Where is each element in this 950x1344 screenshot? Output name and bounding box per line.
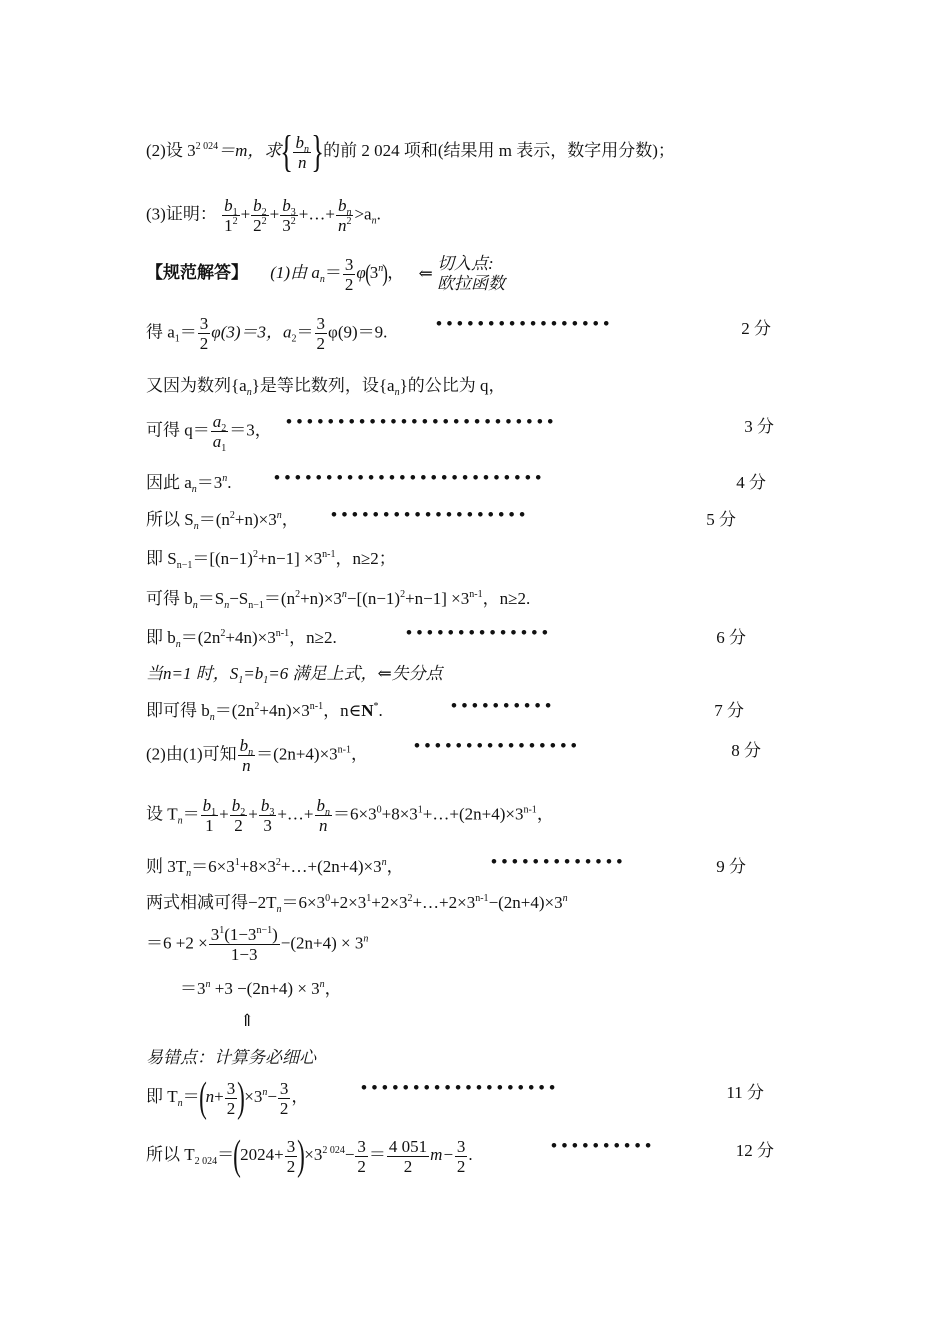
score: 6 分 [716,628,746,647]
step-17-note: 易错点：计算务必细心 [146,1048,316,1067]
step-8: 即 $b_n=(2n^2+4n)\times 3^{n-1}$，n≥2. •••••••••••••• 6 分 [146,623,746,650]
step-16: $=3^n +3 -(2n+4) \times 3^n$， [180,979,342,998]
step-14: 两式相减可得$-2T_n=6\times 3^0+2\times 3^1+2\times 3^2+\dots+2\times 3^{n-1}-(2n+4)\times 3^n$ [146,893,568,915]
step-9-note: 当n=1 时，$S_1=b_1=6$ 满足上式，⇐失分点 [146,664,443,686]
step-12: 设 $T_n=$ $\frac{b_1}{1}$ + $\frac{b_2}{2}$ + $\frac{b_3}{3}$ +…+ $\frac{b_n}{n}$ $=6\times 3^0+8\times 3^1+\dots+(2n+4)\times 3^{n-1}$， [146,796,554,835]
step-13: 则 $3T_n=6\times 3^1+8\times 3^2+\dots+(2n+4)\times 3^n$， ••••••••••••• 9 分 [146,852,746,879]
step-19: 所以 $T_{2 024}=(2024+$ $\frac{3}{2}$ )$\times 3^{2 024}-$ $\frac{3}{2}$ ＝ $\frac{4 051}{2}$ m− $\frac{3}{2}$ . •••••••••• 12 分 [146,1133,774,1179]
step-3: 可得 q＝ $\frac{a_2}{a_1}$ ＝3， •••••••••••••••••••••••••• 3 分 [146,412,774,454]
step-2: 又因为数列$\{a_n\}$是等比数列，设$\{a_n\}$的公比为 q， [146,376,506,398]
score: 12 分 [735,1141,774,1160]
score: 9 分 [716,857,746,876]
step-4: 因此 $a_n=3^n$. •••••••••••••••••••••••••• 4 分 [146,468,766,495]
note-euler: 切入点: 欧拉函数 [436,254,505,293]
fraction-bn-over-n: $\frac{b_n}{n}$ [295,132,309,172]
solution-header: 【规范解答】 (1)由 $a_n=$ $\frac{3}{2}$ φ(3$^n$)， ⇐ 切入点: 欧拉函数 [146,254,505,294]
step-1: 得 $a_1=$ $\frac{3}{2}$ φ(3)＝3，$a_2=$ $\frac{3}{2}$ φ(9)＝9. ••••••••••••••••• 2 分 [146,314,771,353]
score: 3 分 [744,417,774,436]
score: 7 分 [714,701,744,720]
step-18: 即 $T_n=(n+$ $\frac{3}{2}$ )$\times 3^n-$ $\frac{3}{2}$ ， ••••••••••••••••••• 11 分 [146,1075,764,1121]
solution-label: 【规范解答】 [146,262,248,282]
question-2: (2)设 $3^{2 024}=m$，求{ $\frac{b_n}{n}$ }的前 2 024 项和(结果用 m 表示，数字用分数)； [146,127,675,176]
note-entry-point: ⇐ [418,264,433,283]
score: 8 分 [731,741,761,760]
step-5: 所以 $S_n=(n^2+n)\times 3^n$， ••••••••••••••••••• 5 分 [146,505,736,532]
score: 11 分 [726,1083,764,1102]
step-11: (2)由(1)可知 $\frac{b_n}{n}$ $=(2n+4)\times 3^{n-1}$， •••••••••••••••• 8 分 [146,736,761,775]
step-6: 即 $S_{n-1}=[(n-1)^2+n-1] \times 3^{n-1}$，n≥2； [146,549,396,571]
score: 2 分 [741,319,771,338]
up-arrow-icon: ⇑ [240,1011,255,1030]
question-3: (3)证明： $\frac{b_1}{1^2}$ + $\frac{b_2}{2^2}$ + $\frac{b_3}{3^2}$ +…+ $\frac{b_n}{n^2}$ $>a_n$. [146,196,381,235]
step-15: ＝6 +2 × $\frac{3^1(1-3^{n-1})}{1-3}$ $-(2n+4) \times 3^n$ [146,925,369,964]
step-7: 可得 $b_n=S_n-S_{n-1}=(n^2+n)\times 3^n-[(n-1)^2+n-1] \times 3^{n-1}$，n≥2. [146,589,531,611]
score: 4 分 [736,473,766,492]
step-10: 即可得 $b_n=(2n^2+4n)\times 3^{n-1}$，n∈N*. •••••••••• 7 分 [146,696,744,723]
score: 5 分 [706,510,736,529]
